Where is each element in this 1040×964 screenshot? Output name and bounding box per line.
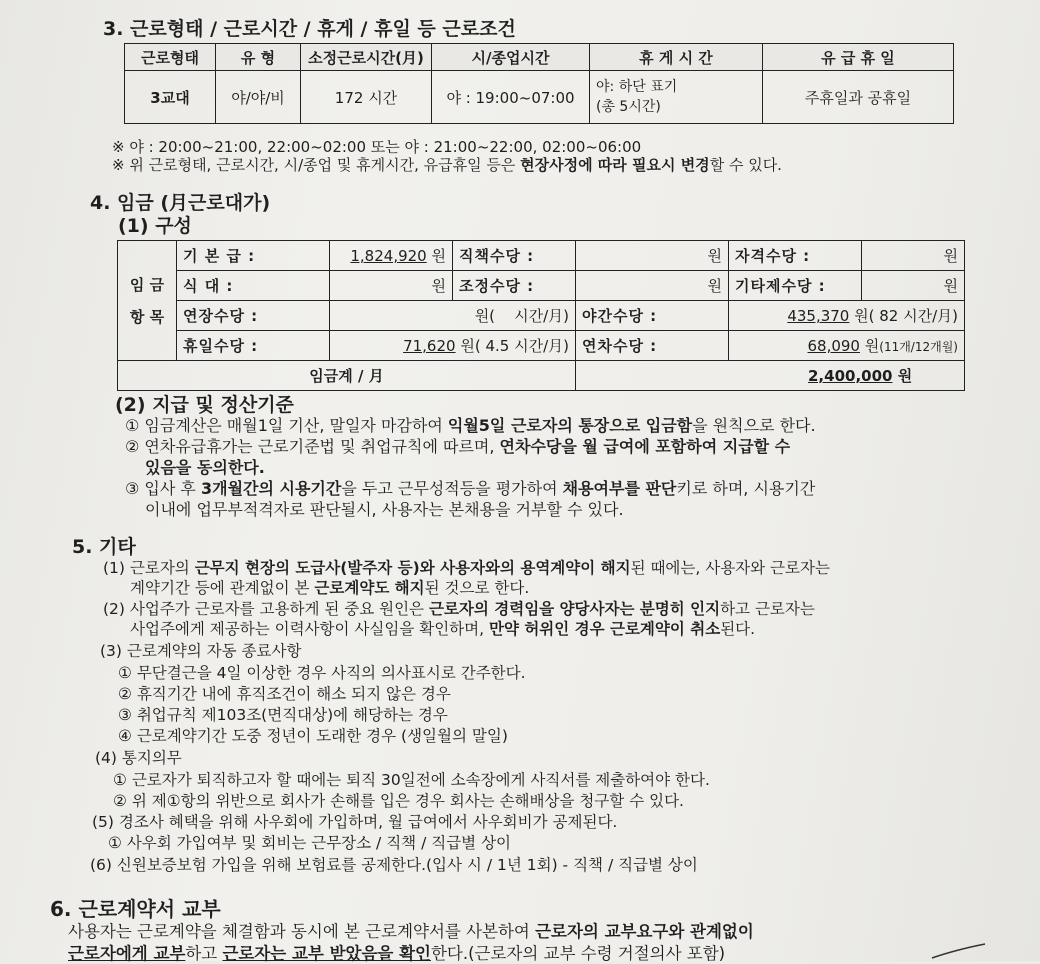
auto-termination-2: ② 휴직기간 내에 휴직조건이 해소 되지 않은 경우 bbox=[118, 685, 451, 703]
overtime-unit: 원( bbox=[474, 307, 496, 325]
rest-line-2: (총 5시간) bbox=[596, 99, 661, 115]
other-item-2-cont-bold: 만약 허위인 경우 근로계약이 취소 bbox=[488, 620, 721, 638]
fraternity-note: ① 사우회 가입여부 및 회비는 근무장소 / 직책 / 직급별 상이 bbox=[108, 834, 512, 852]
night-allowance-unit: 원 bbox=[854, 307, 869, 325]
change-note-bold: 현장사정에 따라 필요시 변경 bbox=[520, 156, 710, 174]
payment-rule-2 bbox=[125, 434, 790, 457]
night-allowance-amount bbox=[729, 301, 965, 331]
payment-rule-2-text: ② 연차유급휴가는 근로기준법 및 취업규칙에 따르며, bbox=[125, 437, 500, 456]
base-pay-amount bbox=[330, 241, 453, 271]
base-pay-label: 기 본 급 : bbox=[177, 241, 330, 271]
payment-rule-3 bbox=[125, 476, 815, 499]
night-allowance-hours: ( 82 시간/月) bbox=[868, 307, 958, 325]
position-allowance-label: 직책수당 : bbox=[453, 241, 576, 271]
rest-line-1: 야: 하단 표기 bbox=[596, 79, 678, 95]
holiday-allowance-hours: ( 4.5 시간/月) bbox=[474, 337, 569, 355]
auto-termination-3: ③ 취업규칙 제103조(면직대상)에 해당하는 경우 bbox=[118, 706, 448, 724]
other-item-2-bold: 근로자의 경력임을 양당사자는 분명히 인지 bbox=[428, 600, 721, 618]
annual-allowance-value: 68,090 bbox=[807, 337, 860, 355]
work-conditions-table bbox=[124, 43, 954, 124]
holiday-allowance-amount bbox=[330, 331, 576, 361]
overtime-label: 연장수당 : bbox=[177, 301, 330, 331]
payment-rule-1-tail: 을 원칙으로 한다. bbox=[692, 416, 816, 435]
payment-rule-2-bold: 연차수당을 월 급여에 포함하여 지급할 수 bbox=[499, 437, 791, 456]
other-item-2-cont-text: 사업주에게 제공하는 이력사항이 사실임을 확인하며, bbox=[130, 620, 489, 638]
holiday-allowance-unit: 원 bbox=[460, 337, 475, 355]
holiday-allowance-value: 71,620 bbox=[403, 337, 456, 355]
annual-allowance-amount bbox=[729, 331, 965, 361]
delivery-line-1-bold: 근로자의 교부요구와 관계없이 bbox=[535, 922, 754, 941]
other-item-5: (5) 경조사 혜택을 위해 사우회에 가입하며, 월 급여에서 사우회비가 공제된다. bbox=[92, 813, 618, 831]
header-pattern: 유 형 bbox=[216, 44, 301, 71]
delivery-line-2-text: 하고 bbox=[185, 944, 223, 963]
annual-allowance-unit: 원 bbox=[864, 337, 880, 355]
payment-rule-3-text-b: 을 두고 근무성적등을 평가하여 bbox=[341, 479, 563, 498]
cell-time: 야 : 19:00~07:00 bbox=[432, 71, 590, 124]
other-item-2-cont-tail: 된다. bbox=[720, 620, 756, 638]
other-item-1-cont-text: 계약기간 등에 관계없이 본 bbox=[130, 579, 315, 597]
payment-rule-2-cont: 있음을 동의한다. bbox=[145, 458, 265, 477]
notice-duty-1: ① 근로자가 퇴직하고자 할 때에는 퇴직 30일전에 소속장에게 사직서를 제출하여야 한다. bbox=[113, 771, 710, 789]
payment-rule-3-cont: 이내에 업무부적격자로 판단될시, 사용자는 본채용을 거부할 수 있다. bbox=[145, 500, 624, 519]
auto-termination-4: ④ 근로계약기간 도중 정년이 도래한 경우 (생일월의 말일) bbox=[118, 727, 508, 745]
night-allowance-value: 435,370 bbox=[787, 307, 850, 325]
delivery-line-2-bold-b: 근로자는 교부 받았음을 확인 bbox=[222, 944, 431, 963]
other-item-1-cont bbox=[130, 576, 529, 598]
other-allowance-label: 기타제수당 : bbox=[729, 271, 862, 301]
delivery-line-2-bold-a: 근로자에게 교부 bbox=[68, 944, 186, 963]
section-4-heading: 4. 임금 (月근로대가) bbox=[90, 192, 271, 214]
cell-hours: 172 시간 bbox=[301, 71, 432, 124]
header-holiday: 유 급 휴 일 bbox=[763, 44, 954, 71]
license-allowance-amount: 원 bbox=[862, 241, 965, 271]
annual-allowance-note: (11개/12개월) bbox=[879, 340, 958, 354]
wage-items-table bbox=[117, 240, 965, 391]
other-item-4: (4) 통지의무 bbox=[95, 749, 182, 767]
change-note-text-c: 할 수 있다. bbox=[709, 156, 782, 174]
adjust-allowance-label: 조정수당 : bbox=[453, 271, 576, 301]
meal-amount: 원 bbox=[330, 271, 453, 301]
section-6-heading: 6. 근로계약서 교부 bbox=[50, 897, 221, 921]
other-item-1-bold: 근무지 현장의 도급사(발주자 등)와 사용자와의 용역계약이 해지 bbox=[194, 559, 631, 577]
signature-mark bbox=[930, 940, 990, 961]
delivery-line-2 bbox=[68, 940, 725, 964]
header-hours: 소정근로시간(月) bbox=[301, 44, 432, 71]
delivery-line-1-text: 사용자는 근로계약을 체결함과 동시에 본 근로계약서를 사본하여 bbox=[68, 922, 536, 941]
payment-criteria-subheading: (2) 지급 및 정산기준 bbox=[115, 394, 294, 416]
base-pay-unit: 원 bbox=[431, 247, 446, 265]
other-item-1 bbox=[103, 556, 830, 578]
payment-rule-1-bold: 익월5일 근로자의 통장으로 입금함 bbox=[447, 416, 693, 435]
wage-structure-subheading: (1) 구성 bbox=[118, 215, 192, 237]
payment-rule-3-bold-a: 3개월간의 시용기간 bbox=[200, 479, 342, 498]
total-wage-unit: 원 bbox=[897, 367, 913, 385]
payment-rule-3-text: ③ 입사 후 bbox=[125, 479, 201, 498]
cell-rest bbox=[590, 71, 763, 124]
other-item-2-text: (2) 사업주가 근로자를 고용하게 된 중요 원인은 bbox=[103, 600, 429, 618]
break-time-note: ※ 야 : 20:00~21:00, 22:00~02:00 또는 야 : 21:00~22:00, 02:00~06:00 bbox=[112, 138, 642, 156]
other-item-3: (3) 근로계약의 자동 종료사항 bbox=[100, 642, 302, 660]
payment-rule-1-text: ① 임금계산은 매월1일 기산, 말일자 마감하여 bbox=[125, 416, 448, 435]
header-time: 시/종업시간 bbox=[432, 44, 590, 71]
holiday-allowance-label: 휴일수당 : bbox=[177, 331, 330, 361]
annual-allowance-label: 연차수당 : bbox=[576, 331, 729, 361]
change-note bbox=[112, 154, 782, 175]
other-item-1-tail: 된 때에는, 사용자와 근로자는 bbox=[630, 559, 830, 577]
adjust-allowance-amount: 원 bbox=[576, 271, 729, 301]
license-allowance-label: 자격수당 : bbox=[729, 241, 862, 271]
payment-rule-3-bold-b: 채용여부를 판단 bbox=[562, 479, 677, 498]
total-wage-label: 임금계 / 月 bbox=[118, 361, 576, 391]
other-item-1-cont-bold: 근로계약도 해지 bbox=[314, 579, 425, 597]
other-allowance-amount: 원 bbox=[862, 271, 965, 301]
meal-label: 식 대 : bbox=[177, 271, 330, 301]
delivery-line-1 bbox=[68, 918, 754, 942]
base-pay-value: 1,824,920 bbox=[350, 247, 427, 265]
overtime-amount bbox=[330, 301, 576, 331]
other-item-2 bbox=[103, 597, 815, 619]
other-item-6: (6) 신원보증보험 가입을 위해 보험료를 공제한다.(입사 시 / 1년 1회) - 직책 / 직급별 상이 bbox=[90, 856, 698, 874]
header-work-type: 근로형태 bbox=[125, 44, 216, 71]
other-item-1-cont-tail: 된 것으로 한다. bbox=[424, 579, 530, 597]
wage-items-side-label bbox=[118, 241, 177, 361]
cell-pattern: 야/야/비 bbox=[216, 71, 301, 124]
payment-rule-1 bbox=[125, 413, 816, 436]
other-item-2-cont bbox=[130, 617, 755, 639]
position-allowance-amount: 원 bbox=[576, 241, 729, 271]
auto-termination-1: ① 무단결근을 4일 이상한 경우 사직의 의사표시로 간주한다. bbox=[118, 664, 526, 682]
overtime-hours: 시간/月) bbox=[514, 307, 569, 325]
cell-holiday: 주휴일과 공휴일 bbox=[763, 71, 954, 124]
other-item-2-tail: 하고 근로자는 bbox=[720, 600, 815, 618]
payment-rule-3-tail: 키로 하며, 시용기간 bbox=[676, 479, 816, 498]
other-item-1-text: (1) 근로자의 bbox=[103, 559, 195, 577]
side-label-line-2: 항 목 bbox=[129, 307, 165, 326]
cell-work-type: 3교대 bbox=[125, 71, 216, 124]
side-label-line-1: 임 금 bbox=[129, 275, 165, 294]
total-wage-value: 2,400,000 bbox=[808, 367, 893, 385]
change-note-text-a: ※ 위 근로형태, 근로시간, 시/종업 및 휴게시간, 유급휴일 등은 bbox=[112, 156, 521, 174]
section-5-heading: 5. 기타 bbox=[72, 536, 136, 558]
total-wage-amount bbox=[576, 361, 965, 391]
night-allowance-label: 야간수당 : bbox=[576, 301, 729, 331]
header-rest: 휴 게 시 간 bbox=[590, 44, 763, 71]
section-3-heading: 3. 근로형태 / 근로시간 / 휴게 / 휴일 등 근로조건 bbox=[103, 18, 516, 40]
delivery-line-2-tail: 한다.(근로자의 교부 수령 거절의사 포함) bbox=[430, 944, 726, 963]
notice-duty-2: ② 위 제①항의 위반으로 회사가 손해를 입은 경우 회사는 손해배상을 청구할 수 있다. bbox=[113, 792, 684, 810]
